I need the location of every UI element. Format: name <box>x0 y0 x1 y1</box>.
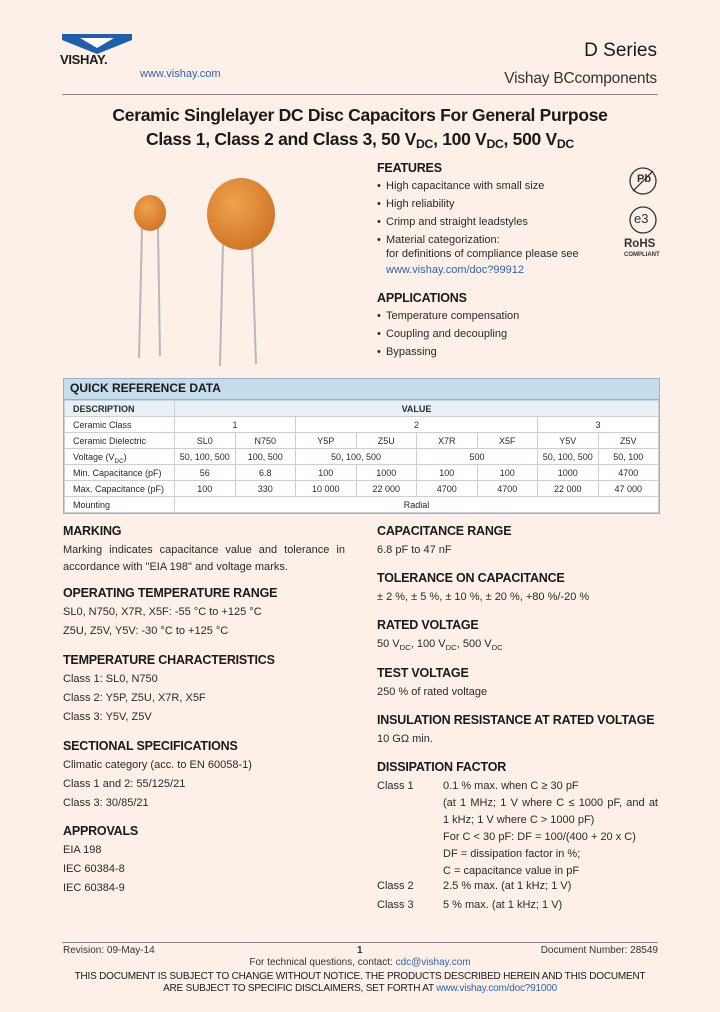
temp-char-heading: TEMPERATURE CHARACTERISTICS <box>63 653 275 667</box>
table-cell: N750 <box>235 433 296 449</box>
marking-text: Marking indicates capacitance value and tolerance in accordance with "EIA 198" and voltage marks. <box>63 544 345 573</box>
footer-rule <box>62 942 658 943</box>
table-row <box>65 465 659 481</box>
quick-reference-table <box>63 378 660 514</box>
operating-temp-line: Z5U, Z5V, Y5V: -30 °C to +125 °C <box>63 625 229 637</box>
table-cell: Max. Capacitance (pF) <box>65 481 175 497</box>
table-row <box>65 417 659 433</box>
revision: Revision: 09-May-14 <box>63 945 155 956</box>
table-cell: X7R <box>417 433 478 449</box>
operating-temp-line: SL0, N750, X7R, X5F: -55 °C to +125 °C <box>63 606 262 618</box>
features-heading: FEATURES <box>377 161 442 175</box>
document-number: Document Number: 28549 <box>540 945 658 956</box>
df-class3-label: Class 3 <box>377 899 414 911</box>
table-cell: 10 000 <box>296 481 357 497</box>
table-cell: 22 000 <box>538 481 599 497</box>
table-cell: Mounting <box>65 497 175 513</box>
table-header-cell: DESCRIPTION <box>65 401 175 417</box>
series-title: D Series <box>584 40 657 61</box>
table-cell: 50, 100, 500 <box>538 449 599 465</box>
table-row <box>65 401 659 417</box>
table-cell: 50, 100 <box>598 449 659 465</box>
table-cell: 4700 <box>417 481 478 497</box>
technical-contact: For technical questions, contact: cdc@vishay.com <box>249 957 471 968</box>
test-voltage-heading: TEST VOLTAGE <box>377 666 469 680</box>
doc-title-line1: Ceramic Singlelayer DC Disc Capacitors For General Purpose <box>112 105 608 125</box>
tolerance-text: ± 2 %, ± 5 %, ± 10 %, ± 20 %, +80 %/-20 % <box>377 591 590 603</box>
rohs-compliant-label: COMPLIANT <box>624 252 660 258</box>
df-class2-label: Class 2 <box>377 880 414 892</box>
table-cell: Y5P <box>296 433 357 449</box>
table-cell: 3 <box>538 417 659 433</box>
table-header-cell: VALUE <box>175 401 659 417</box>
rated-voltage-text: 50 $V_{DC}$, 100 $V_{DC}$, 500 $V_{DC}$ <box>377 638 503 652</box>
applications-list <box>377 307 617 361</box>
cap-range-heading: CAPACITANCE RANGE <box>377 524 512 538</box>
applications-heading: APPLICATIONS <box>377 291 467 305</box>
marking-heading: MARKING <box>63 524 122 538</box>
table-cell: 330 <box>235 481 296 497</box>
table-cell: 500 <box>417 449 538 465</box>
temp-char-line: Class 1: SL0, N750 <box>63 673 158 685</box>
table-cell: 100, 500 <box>235 449 296 465</box>
table-cell: Voltage $(V_{DC})$ <box>65 449 175 465</box>
material-text: for definitions of compliance please see <box>386 248 579 260</box>
table-row <box>65 497 659 513</box>
insulation-text: 10 GΩ min. <box>377 733 433 745</box>
sectional-spec-line: Class 3: 30/85/21 <box>63 797 149 809</box>
table-cell: 100 <box>417 465 478 481</box>
tolerance-heading: TOLERANCE ON CAPACITANCE <box>377 571 565 585</box>
material-link[interactable]: www.vishay.com/doc?99912 <box>386 264 524 276</box>
vishay-logo-icon <box>62 34 132 54</box>
df-class1-label: Class 1 <box>377 780 414 792</box>
table-title: QUICK REFERENCE DATA <box>64 379 659 400</box>
table-cell: 1000 <box>356 465 417 481</box>
table-cell: Radial <box>175 497 659 513</box>
list-item: • Crimp and straight leadstyles <box>377 213 607 231</box>
test-voltage-text: 250 % of rated voltage <box>377 686 488 698</box>
temp-char-line: Class 2: Y5P, Z5U, X7R, X5F <box>63 692 206 704</box>
table-cell: 4700 <box>598 465 659 481</box>
table-row <box>65 433 659 449</box>
approvals-heading: APPROVALS <box>63 824 139 838</box>
operating-temp-heading: OPERATING TEMPERATURE RANGE <box>63 586 278 600</box>
table-cell: 50, 100, 500 <box>296 449 417 465</box>
dissipation-heading: DISSIPATION FACTOR <box>377 760 507 774</box>
company-name: Vishay BCcomponents <box>504 70 657 87</box>
table-cell: 22 000 <box>356 481 417 497</box>
table-row <box>65 481 659 497</box>
disclaimer-line2: ARE SUBJECT TO SPECIFIC DISCLAIMERS, SET FORTH AT www.vishay.com/doc?91000 <box>163 983 557 994</box>
list-item: • Coupling and decoupling <box>377 325 617 343</box>
list-item: • Bypassing <box>377 343 617 361</box>
table-cell: 47 000 <box>598 481 659 497</box>
features-list <box>377 177 607 249</box>
sectional-spec-heading: SECTIONAL SPECIFICATIONS <box>63 739 238 753</box>
vishay-logo-text: VISHAY. <box>60 52 108 67</box>
table-cell: Ceramic Class <box>65 417 175 433</box>
table-cell: Z5V <box>598 433 659 449</box>
table-cell: X5F <box>477 433 538 449</box>
website-link[interactable]: www.vishay.com <box>140 68 221 80</box>
approvals-line: IEC 60384-9 <box>63 882 125 894</box>
page-number: 1 <box>357 945 363 956</box>
contact-email-link[interactable]: cdc@vishay.com <box>395 957 471 968</box>
disc-capacitor-image <box>120 168 280 368</box>
cap-range-text: 6.8 pF to 47 nF <box>377 544 452 556</box>
df-class1-text: 0.1 % max. when C ≥ 30 pF (at 1 MHz; 1 V where C ≤ 1000 pF, and at 1 kHz; 1 V where C > 1000 pF) For C < 30 pF: DF = 100/(400 + 20 x C) DF = dissipation factor in %; C = capacitance value in pF <box>443 780 658 877</box>
table-cell: SL0 <box>175 433 236 449</box>
table-cell: Z5U <box>356 433 417 449</box>
approvals-line: IEC 60384-8 <box>63 863 125 875</box>
table-cell: 56 <box>175 465 236 481</box>
df-class2-text: 2.5 % max. (at 1 kHz; 1 V) <box>443 880 572 892</box>
table-cell: 100 <box>175 481 236 497</box>
disclaimer-line1: THIS DOCUMENT IS SUBJECT TO CHANGE WITHOUT NOTICE. THE PRODUCTS DESCRIBED HEREIN AND THIS DOCUMENT <box>74 971 646 982</box>
approvals-line: EIA 198 <box>63 844 102 856</box>
pb-label: Pb <box>637 173 652 185</box>
table-cell: 1 <box>175 417 296 433</box>
disclaimer-link[interactable]: www.vishay.com/doc?91000 <box>436 983 557 994</box>
table-cell: 1000 <box>538 465 599 481</box>
sectional-spec-line: Climatic category (acc. to EN 60058-1) <box>63 759 252 771</box>
list-item: • High capacitance with small size <box>377 177 607 195</box>
sectional-spec-line: Class 1 and 2: 55/125/21 <box>63 778 186 790</box>
list-item: • High reliability <box>377 195 607 213</box>
table-row <box>65 449 659 465</box>
table-cell: 4700 <box>477 481 538 497</box>
insulation-heading: INSULATION RESISTANCE AT RATED VOLTAGE <box>377 713 655 727</box>
rated-voltage-heading: RATED VOLTAGE <box>377 618 479 632</box>
df-class3-text: 5 % max. (at 1 kHz; 1 V) <box>443 899 563 911</box>
doc-title-line2: Class 1, Class 2 and Class 3, 50 $V_{DC}$, 100 $V_{DC}$, 500 $V_{DC}$ <box>146 129 574 151</box>
table-cell: 2 <box>296 417 538 433</box>
temp-char-line: Class 3: Y5V, Z5V <box>63 711 152 723</box>
list-item: • Temperature compensation <box>377 307 617 325</box>
e3-label: e3 <box>634 211 649 226</box>
table-cell: Y5V <box>538 433 599 449</box>
table-cell: 6.8 <box>235 465 296 481</box>
table-cell: Min. Capacitance (pF) <box>65 465 175 481</box>
table-cell: 50, 100, 500 <box>175 449 236 465</box>
table-cell: Ceramic Dielectric <box>65 433 175 449</box>
table-cell: 100 <box>477 465 538 481</box>
rohs-label: RoHS <box>624 238 656 250</box>
list-item: • Material categorization: <box>377 231 607 249</box>
table-cell: 100 <box>296 465 357 481</box>
header-rule <box>62 94 658 95</box>
